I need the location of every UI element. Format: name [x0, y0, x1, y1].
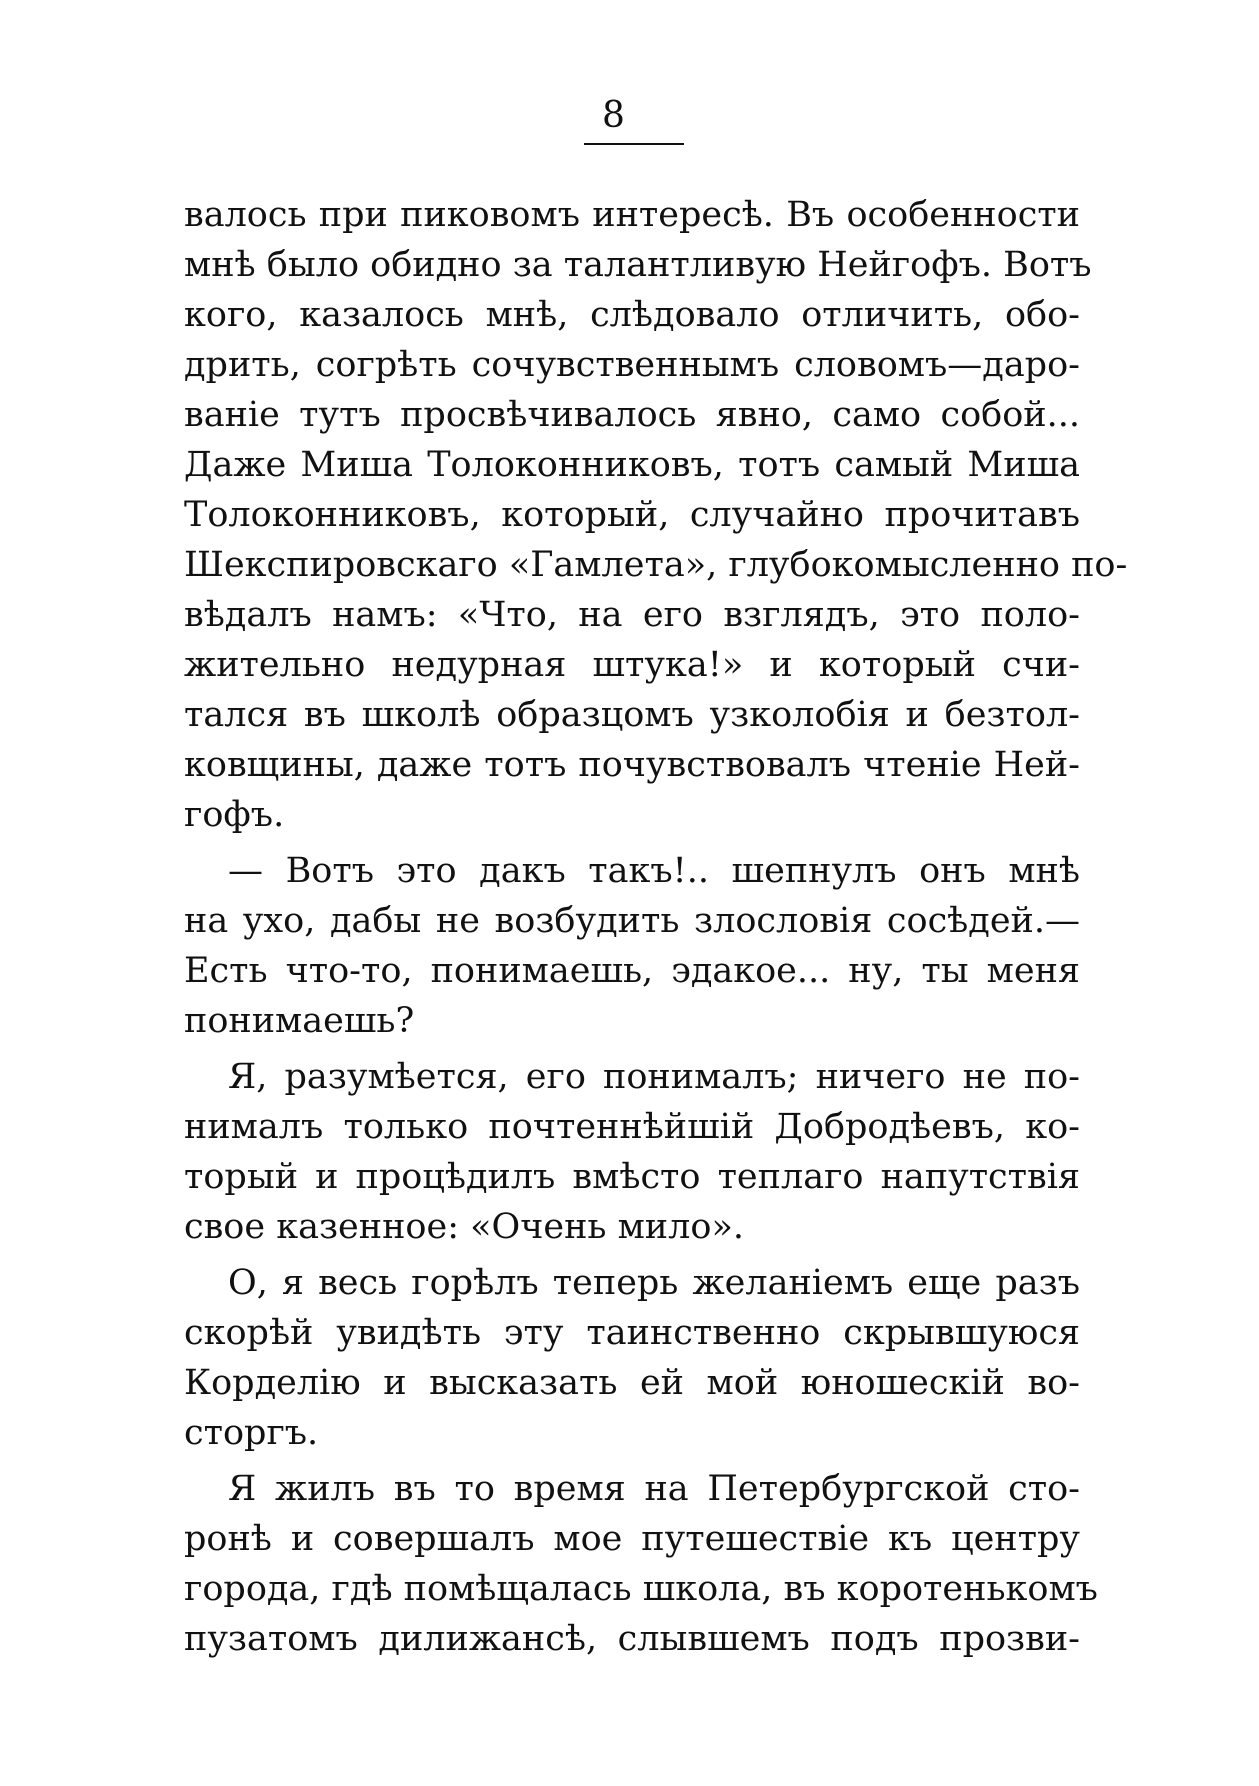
text-line: Есть что-то, понимаешь, эдакое... ну, ты меня [184, 951, 1080, 991]
text-line: дрить, согрѣть сочувственнымъ словомъ—даро- [184, 345, 1080, 385]
text-line: жительно недурная штука!» и который счи- [184, 645, 1080, 685]
text-line: города, гдѣ помѣщалась школа, въ коротенькомъ [184, 1569, 1098, 1609]
paragraph [184, 1052, 1080, 1252]
text-line: Я, разумѣется, его понималъ; ничего не по- [228, 1057, 1080, 1097]
paragraph [184, 1258, 1080, 1458]
body-text [184, 190, 1128, 1664]
text-line: торый и процѣдилъ вмѣсто теплаго напутствія [184, 1157, 1080, 1197]
text-line: ваніе тутъ просвѣчивалось явно, само собой... [184, 395, 1080, 435]
text-line: вѣдалъ намъ: «Что, на его взглядъ, это поло- [184, 595, 1080, 635]
text-line: Корделію и высказать ей мой юношескій во- [184, 1363, 1080, 1403]
text-line: сторгъ. [184, 1413, 319, 1453]
text-line: свое казенное: «Очень мило». [184, 1207, 744, 1247]
text-line: Даже Миша Толоконниковъ, тотъ самый Миша [184, 445, 1080, 485]
text-line: на ухо, дабы не возбудить злословія сосѣдей.— [184, 901, 1080, 941]
paragraph [184, 846, 1080, 1046]
text-line: тался въ школѣ образцомъ узколобія и безтол- [184, 695, 1080, 735]
text-line: Толоконниковъ, который, случайно прочитавъ [184, 495, 1080, 535]
text-line: нималъ только почтеннѣйшій Добродѣевъ, ко- [184, 1107, 1080, 1147]
text-line: гофъ. [184, 795, 285, 835]
text-line: пузатомъ дилижансѣ, слывшемъ подъ прозви- [184, 1619, 1080, 1659]
text-line: Шекспировскаго «Гамлета», глубокомысленно по- [184, 545, 1128, 585]
page-number-rule [584, 143, 684, 145]
text-line: — Вотъ это дакъ такъ!.. шепнулъ онъ мнѣ [228, 851, 1080, 891]
text-line: валось при пиковомъ интересѣ. Въ особенности [184, 195, 1080, 235]
page-number: 8 [602, 95, 625, 136]
text-line: кого, казалось мнѣ, слѣдовало отличить, обо- [184, 295, 1080, 335]
text-line: Я жилъ въ то время на Петербургской сто- [228, 1469, 1080, 1509]
text-line: понимаешь? [184, 1001, 415, 1041]
text-line: ронѣ и совершалъ мое путешествіе къ центру [184, 1519, 1080, 1559]
text-line: ковщины, даже тотъ почувствовалъ чтеніе Ней- [184, 745, 1080, 785]
text-line: мнѣ было обидно за талантливую Нейгофъ. Вотъ [184, 245, 1092, 285]
text-line: скорѣй увидѣть эту таинственно скрывшуюся [184, 1313, 1080, 1353]
text-line: О, я весь горѣлъ теперь желаніемъ еще разъ [228, 1263, 1080, 1303]
paragraph [184, 1464, 1098, 1664]
paragraph [184, 190, 1128, 840]
